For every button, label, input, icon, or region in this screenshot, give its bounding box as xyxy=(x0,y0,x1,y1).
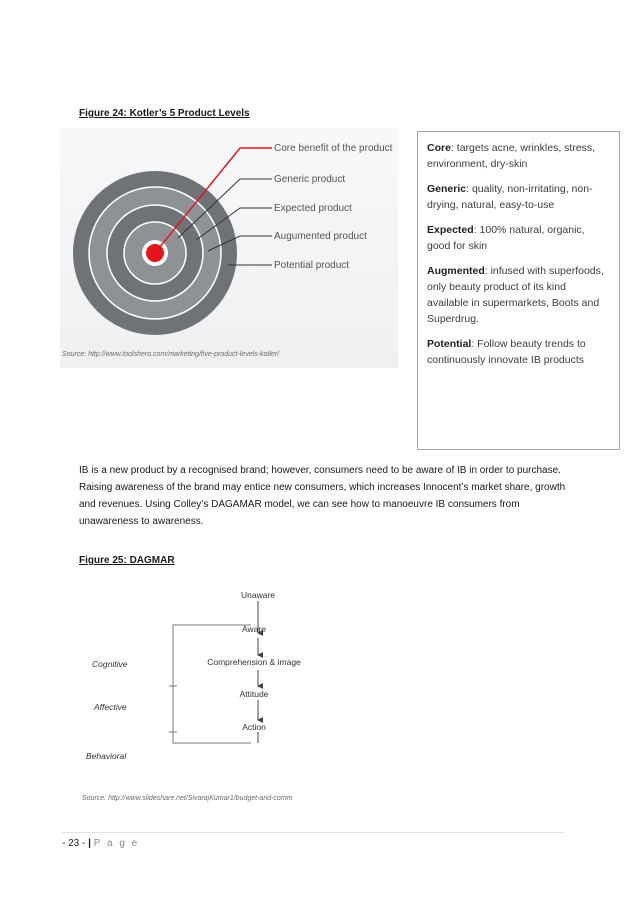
level-augmented: Augmented: infused with superfoods, only beauty product of its kind available in supermarkets, Boots and Superdrug. xyxy=(427,265,604,325)
step-action: Action xyxy=(242,722,266,732)
footer xyxy=(62,838,139,849)
figure-25-source: Source: http://www.slideshare.net/SivarajKumar1/budget-and-comm xyxy=(82,795,293,802)
step-attitude: Attitude xyxy=(239,689,269,699)
kotler-product-levels-diagram xyxy=(60,128,398,368)
level-expected: Expected: 100% natural, organic, good for skin xyxy=(427,224,585,252)
level-potential: Potential: Follow beauty trends to continuously innovate IB products xyxy=(427,338,586,366)
figure-25-caption: Figure 25: DAGMAR xyxy=(79,555,175,566)
step-comprehension: Comprehension & image xyxy=(207,657,301,667)
body-paragraph: IB is a new product by a recognised brand; however, consumers need to be aware of IB in order to purchase. Raising awareness of the brand may entice new consumers, which increases Innocent’s market share, growth and revenues. Using Colley’s DAGAMAR model, we can see how to manoeuvre IB consumers from unawareness to awareness. xyxy=(79,465,566,527)
figure-24-source: Source: http://www.toolshero.com/marketing/five-product-levels-kotler/ xyxy=(62,351,280,358)
product-levels-textbox xyxy=(417,131,620,450)
step-unaware: Unaware xyxy=(240,590,276,600)
level-generic: Generic: quality, non-irritating, non-drying, natural, easy-to-use xyxy=(427,183,593,211)
label-expected: Expected product xyxy=(274,203,352,214)
step-aware: Aware xyxy=(242,624,266,634)
level-core: Core: targets acne, wrinkles, stress, environment, dry-skin xyxy=(427,142,596,170)
label-augmented: Augumented product xyxy=(274,231,367,242)
label-potential: Potential product xyxy=(274,260,350,271)
category-behavioral: Behavioral xyxy=(86,751,127,761)
category-affective: Affective xyxy=(94,702,127,712)
category-cognitive: Cognitive xyxy=(92,659,128,669)
dagmar-diagram xyxy=(76,575,406,810)
label-generic: Generic product xyxy=(274,174,346,185)
label-core: Core benefit of the product xyxy=(274,143,393,154)
page-word: P a g e xyxy=(93,838,140,849)
bracket xyxy=(173,625,251,743)
figure-24-caption: Figure 24: Kotler’s 5 Product Levels xyxy=(79,108,250,119)
footer-rule xyxy=(62,832,564,833)
page-number: - 23 - xyxy=(62,838,86,849)
footer-separator: | xyxy=(88,838,91,849)
